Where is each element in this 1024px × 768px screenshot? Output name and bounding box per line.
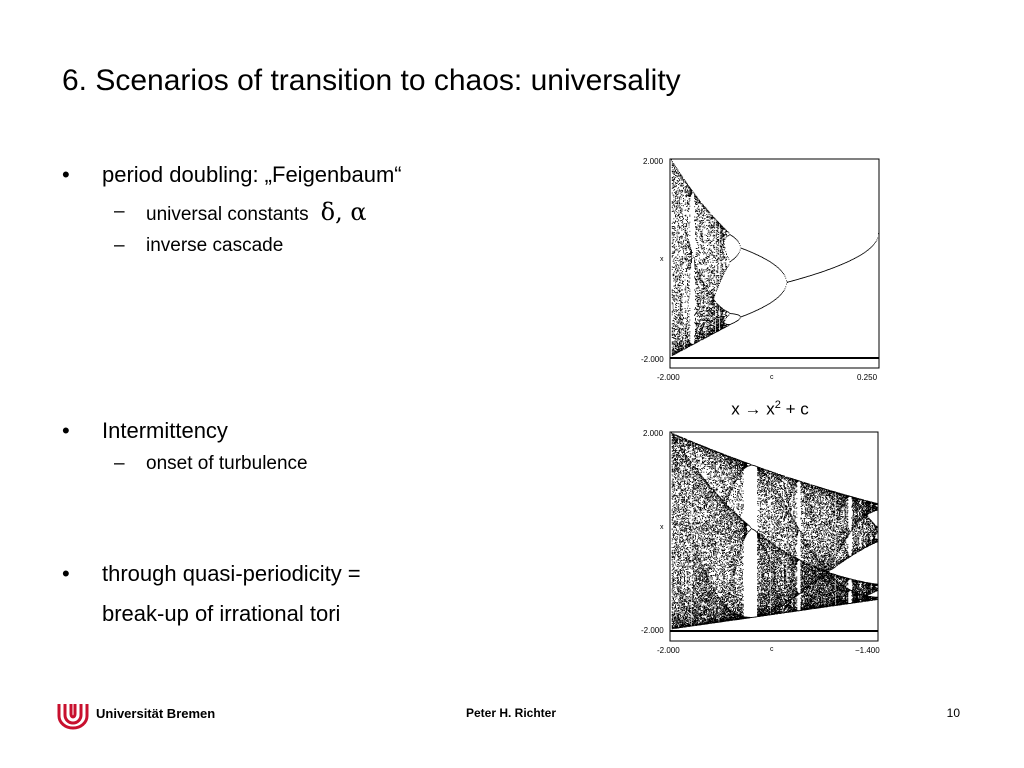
sub-bullet-turbulence <box>62 446 482 488</box>
bullet-row <box>62 416 482 450</box>
x-axis-label: c <box>770 374 774 381</box>
y-min-label: -2.000 <box>641 355 664 364</box>
university-logo-icon <box>56 700 90 730</box>
footer-author: Peter H. Richter <box>465 706 557 720</box>
y-max-label: 2.000 <box>643 429 664 438</box>
x-max-label: −1.400 <box>855 646 880 655</box>
sub-text: inverse cascade <box>146 235 284 256</box>
bullet-quasi-periodicity <box>62 559 482 639</box>
bullet-text: Intermittency <box>102 418 228 443</box>
slide-title: 6. Scenarios of transition to chaos: universality <box>62 64 681 97</box>
delta-alpha-symbols: δ, α <box>320 198 367 226</box>
sub-dash: – <box>114 453 125 474</box>
bullet-intermittency <box>62 416 482 496</box>
university-name: Universität Bremen <box>96 706 216 721</box>
x-max-label: 0.250 <box>857 373 878 382</box>
bullet-dot: • <box>62 561 70 586</box>
bullet-text: period doubling: „Feigenbaum“ <box>102 162 402 187</box>
sub-bullet-inverse-cascade <box>62 228 582 270</box>
x-min-label: -2.000 <box>657 373 680 382</box>
page-number: 10 <box>946 706 960 720</box>
bifurcation-plot-top <box>640 150 890 390</box>
caption-exponent: 2 <box>774 399 781 411</box>
bullet-feigenbaum <box>62 160 582 280</box>
sub-text: onset of turbulence <box>146 453 308 474</box>
y-max-label: 2.000 <box>643 157 664 166</box>
bullet-text-line1: through quasi-periodicity = <box>102 561 361 586</box>
x-min-label: -2.000 <box>657 646 680 655</box>
sub-dash: – <box>114 201 125 222</box>
sub-dash: – <box>114 235 125 256</box>
constants-label: universal constants <box>146 204 309 225</box>
x-axis-label: c <box>770 646 774 653</box>
y-min-label: -2.000 <box>641 626 664 635</box>
bullet-dot: • <box>62 418 70 443</box>
map-caption <box>700 395 840 420</box>
caption-base: x → x <box>731 399 775 419</box>
y-axis-label: x <box>660 256 664 263</box>
sub-text <box>146 200 367 227</box>
bullet-dot: • <box>62 162 70 187</box>
bullet-row <box>62 160 582 194</box>
bullet-text-line2: break-up of irrational tori <box>102 601 341 626</box>
bifurcation-plot-bottom <box>640 423 890 658</box>
caption-tail: + c <box>780 399 809 419</box>
y-axis-label: x <box>660 524 664 531</box>
